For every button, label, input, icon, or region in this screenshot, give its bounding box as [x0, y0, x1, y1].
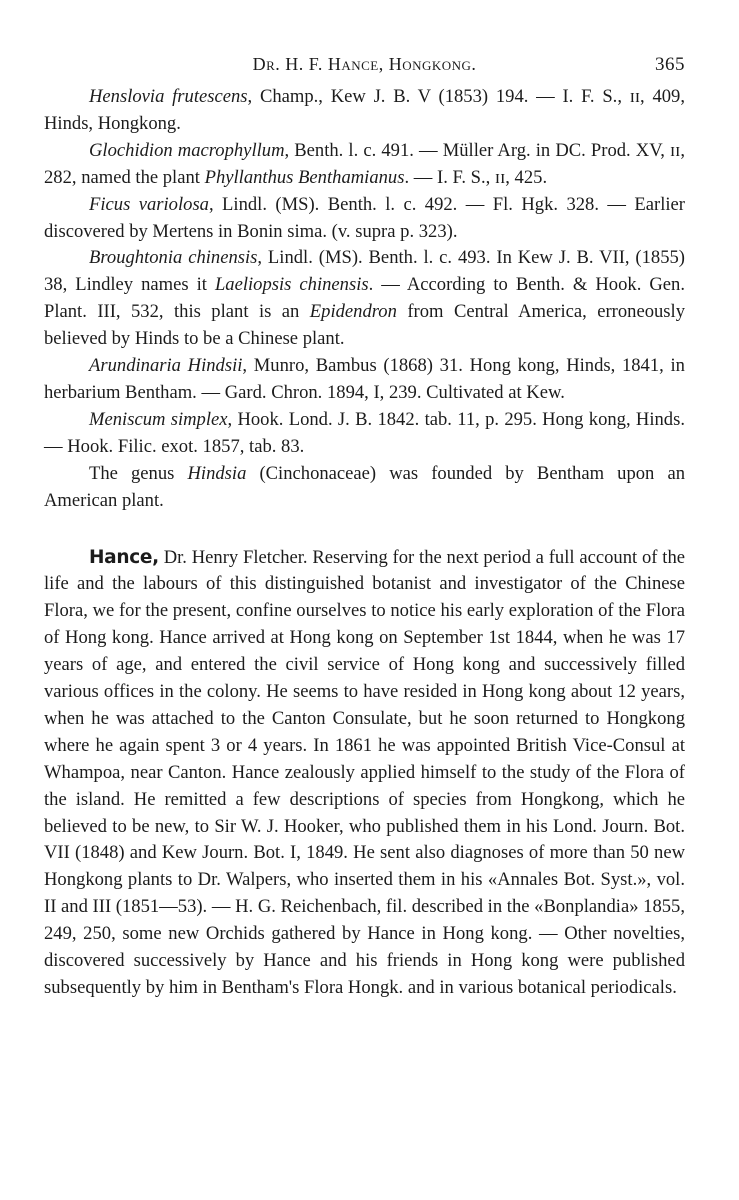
- entry-text: , Lindl. (MS). Benth. l. c. 492. — Fl. Hgk. 328. — Earlier discovered by Mertens in Bonin sima. (v. supra p. 323).: [44, 193, 686, 242]
- entry-text: . — According to Benth. & Hook. Gen. Plant. III, 532, this plant is an: [44, 274, 685, 323]
- book-page: [44, 46, 685, 1002]
- entry-glochidion: [44, 138, 685, 192]
- taxon-name: Henslovia frutescens: [89, 86, 248, 107]
- entry-text: , Hook. Lond. J. B. 1842. tab. 11, p. 295. Hong kong, Hinds. — Hook. Filic. exot. 1857, tab. 83.: [44, 408, 685, 457]
- page-header: [44, 46, 685, 84]
- running-title: Dr. H. F. Hance, Hongkong.: [252, 54, 477, 74]
- biography-heading: Hance,: [89, 546, 159, 568]
- taxon-name: Ficus variolosa: [89, 193, 209, 215]
- entry-henslovia: [44, 84, 685, 138]
- entry-text: from Central America, erroneously believed by Hinds to be a Chinese plant.: [44, 301, 685, 350]
- taxon-name: Arundinaria Hindsii: [89, 355, 243, 377]
- genus-name: Epidendron: [309, 301, 397, 323]
- entry-ficus: [44, 192, 685, 246]
- entry-hindsia: [44, 461, 685, 515]
- entry-text: The genus: [89, 462, 188, 484]
- section-gap: [44, 515, 685, 545]
- entry-text: . — I. F. S., ɪɪ, 425.: [404, 166, 548, 188]
- genus-name: Hindsia: [187, 462, 247, 484]
- taxon-synonym: Laeliopsis chinensis: [214, 274, 369, 296]
- entry-text: (Cinchonaceae) was founded by Bentham upon an American plant.: [44, 462, 685, 511]
- entry-text: , Benth. l. c. 491. — Müller Arg. in DC. Prod. XV, ɪɪ, 282, named the plant: [44, 139, 685, 188]
- entry-text: , Munro, Bambus (1868) 31. Hong kong, Hinds, 1841, in herbarium Bentham. — Gard. Chron. 1894, I, 239. Cultivated at Kew.: [44, 355, 685, 403]
- page-number: 365: [655, 54, 685, 75]
- entry-meniscum: [44, 407, 685, 461]
- entry-broughtonia: [44, 245, 685, 353]
- biography-text: Dr. Henry Fletcher. Reserving for the next period a full account of the life and the labours of this distinguished botanist and investigator of the Chinese Flora, we for the present, confine ourselves to notice his early exploration of the Flora of Hong kong. Hance arrived at Hong kong on September 1st 1844, when he was 17 years of age, and entered the civil service of Hong kong and successively filled various offices in the colony. He seems to have resided in Hong kong about 12 years, when he was attached to the Canton Consulate, but he soon returned to Hongkong where he again spent 3 or 4 years. In 1861 he was appointed British Vice-Consul at Whampoa, near Canton. Hance zealously applied himself to the study of the Flora of the island. He remitted a few descriptions of species from Hongkong, which he believed to be new, to Sir W. J. Hooker, who published them in his Lond. Journ. Bot. VII (1848) and Kew Journ. Bot. I, 1849. He sent also diagnoses of more than 50 new Hongkong plants to Dr. Walpers, who inserted them in his «Annales Bot. Syst.», vol. II and III (1851—53). — H. G. Reichenbach, fil. described in the «Bonplandia» 1855, 249, 250, some new Orchids gathered by Hance in Hong kong. — Other novelties, discovered successively by Hance and his friends in Hong kong were published subsequently by him in Bentham's Flora Hongk. and in various botanical periodicals.: [44, 546, 685, 998]
- taxon-name: Broughtonia chinensis: [89, 247, 258, 269]
- entry-arundinaria: [44, 353, 685, 407]
- taxon-name: Meniscum simplex: [89, 408, 228, 430]
- taxon-name: Glochidion macrophyllum: [89, 139, 285, 161]
- entry-text: , Lindl. (MS). Benth. l. c. 493. In Kew J. B. VII, (1855) 38, Lindley names it: [44, 247, 686, 296]
- entry-text: , Champ., Kew J. B. V (1853) 194. — I. F. S., ɪɪ, 409, Hinds, Hongkong.: [44, 86, 685, 134]
- taxon-synonym: Phyllanthus Benthamianus: [204, 166, 405, 188]
- hance-biography: [44, 545, 685, 1002]
